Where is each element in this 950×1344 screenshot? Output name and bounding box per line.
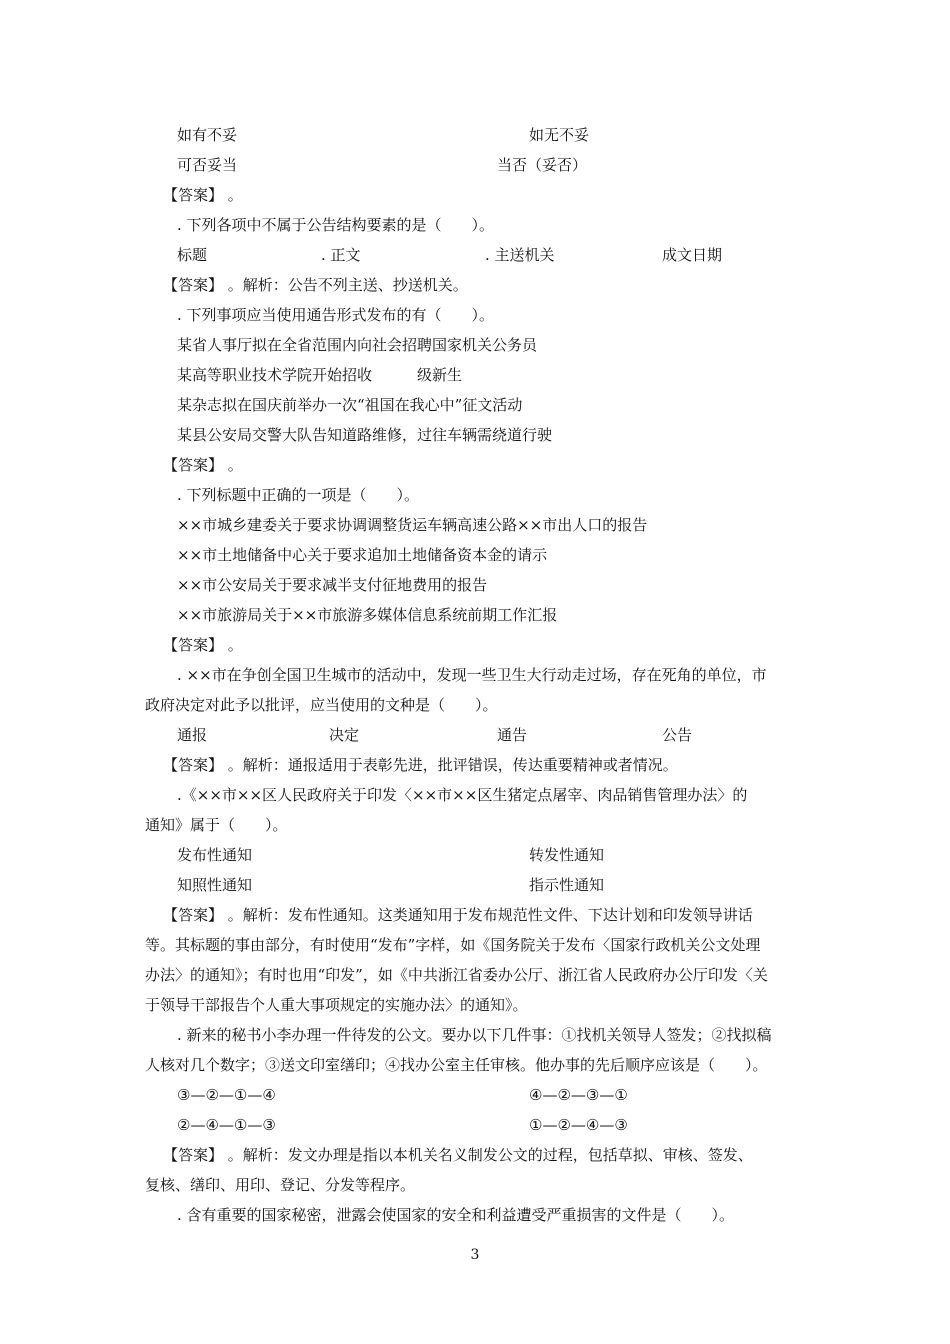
answer-line-continued: 等。其标题的事由部分，有时使用“发布”字样，如《国务院关于发布〈国家行政机关公文处理 bbox=[145, 936, 761, 954]
question-stem: . 含有重要的国家秘密，泄露会使国家的安全和利益遭受严重损害的文件是（ ）。 bbox=[177, 1206, 735, 1224]
option-a: 标题 bbox=[177, 246, 208, 264]
option-d: 公告 bbox=[662, 726, 693, 744]
option-c: 知照性通知 bbox=[177, 876, 253, 894]
question-stem: .《××市××区人民政府关于印发〈××市××区生猪定点屠宰、肉品销售管理办法〉的 bbox=[177, 786, 748, 804]
option-row bbox=[145, 720, 807, 750]
page-number: 3 bbox=[470, 1247, 480, 1263]
page-content bbox=[145, 120, 807, 1230]
option-d: 指示性通知 bbox=[529, 876, 605, 894]
option-b: . 正文 bbox=[321, 246, 361, 264]
answer-line: 【答案】 。 bbox=[163, 186, 243, 204]
option-row bbox=[145, 870, 807, 900]
question-stem-continued: 政府决定对此予以批评，应当使用的文种是（ ）。 bbox=[145, 696, 498, 714]
question-stem: . 下列标题中正确的一项是（ ）。 bbox=[177, 486, 420, 504]
option-d: 某县公安局交警大队告知道路维修，过往车辆需绕道行驶 bbox=[177, 426, 553, 444]
option-b: 如无不妥 bbox=[529, 126, 590, 144]
answer-line: 【答案】 。解析：发布性通知。这类通知用于发布规范性文件、下达计划和印发领导讲话 bbox=[163, 906, 753, 924]
option-a: ③—②—①—④ bbox=[177, 1086, 276, 1104]
option-b: ④—②—③—① bbox=[529, 1086, 628, 1104]
option-c: ②—④—①—③ bbox=[177, 1116, 276, 1134]
option-row bbox=[145, 1080, 807, 1110]
question-stem-continued: 人核对几个数字；③送文印室缮印；④找办公室主任审核。他办事的先后顺序应该是（ ）。 bbox=[145, 1056, 768, 1074]
option-b: 转发性通知 bbox=[529, 846, 605, 864]
option-a: 发布性通知 bbox=[177, 846, 253, 864]
option-b: ××市土地储备中心关于要求追加土地储备资本金的请示 bbox=[177, 546, 548, 564]
answer-line: 【答案】 。解析：公告不列主送、抄送机关。 bbox=[163, 276, 468, 294]
option-c: . 主送机关 bbox=[485, 246, 555, 264]
answer-line-continued: 复核、缮印、用印、登记、分发等程序。 bbox=[145, 1176, 416, 1194]
question-stem-continued: 通知》属于（ ）。 bbox=[145, 816, 288, 834]
option-a: 通报 bbox=[177, 726, 208, 744]
option-row bbox=[145, 120, 807, 150]
option-row bbox=[145, 240, 807, 270]
option-c: 可否妥当 bbox=[177, 156, 238, 174]
option-d: ××市旅游局关于××市旅游多媒体信息系统前期工作汇报 bbox=[177, 606, 558, 624]
option-a: 某省人事厅拟在全省范围内向社会招聘国家机关公务员 bbox=[177, 336, 538, 354]
question-stem: . 新来的秘书小李办理一件待发的公文。要办以下几件事：①找机关领导人签发；②找拟稿 bbox=[177, 1026, 772, 1044]
answer-line-continued: 于领导干部报告个人重大事项规定的实施办法〉的通知》。 bbox=[145, 996, 528, 1014]
question-stem: . ××市在争创全国卫生城市的活动中，发现一些卫生大行动走过场，存在死角的单位，市 bbox=[177, 666, 767, 684]
option-row bbox=[145, 150, 807, 180]
option-d: ①—②—④—③ bbox=[529, 1116, 628, 1134]
question-stem: . 下列各项中不属于公告结构要素的是（ ）。 bbox=[177, 216, 495, 234]
option-a: 如有不妥 bbox=[177, 126, 238, 144]
option-a: ××市城乡建委关于要求协调调整货运车辆高速公路××市出人口的报告 bbox=[177, 516, 648, 534]
option-c: 通告 bbox=[497, 726, 528, 744]
option-b: 某高等职业技术学院开始招收 级新生 bbox=[177, 366, 463, 384]
option-row bbox=[145, 1110, 807, 1140]
option-d: 当否（妥否） bbox=[497, 156, 588, 174]
option-c: ××市公安局关于要求减半支付征地费用的报告 bbox=[177, 576, 488, 594]
option-d: 成文日期 bbox=[662, 246, 723, 264]
answer-line: 【答案】 。解析：通报适用于表彰先进，批评错误，传达重要精神或者情况。 bbox=[163, 756, 678, 774]
answer-line: 【答案】 。 bbox=[163, 456, 243, 474]
option-row bbox=[145, 840, 807, 870]
question-stem: . 下列事项应当使用通告形式发布的有（ ）。 bbox=[177, 306, 495, 324]
option-b: 决定 bbox=[329, 726, 360, 744]
option-c: 某杂志拟在国庆前举办一次“祖国在我心中”征文活动 bbox=[177, 396, 523, 414]
answer-line: 【答案】 。解析：发文办理是指以本机关名义制发公文的过程，包括草拟、审核、签发、 bbox=[163, 1146, 753, 1164]
answer-line-continued: 办法〉的通知》；有时也用“印发”，如《中共浙江省委办公厅、浙江省人民政府办公厅印发〈关 bbox=[145, 966, 768, 984]
answer-line: 【答案】 。 bbox=[163, 636, 243, 654]
